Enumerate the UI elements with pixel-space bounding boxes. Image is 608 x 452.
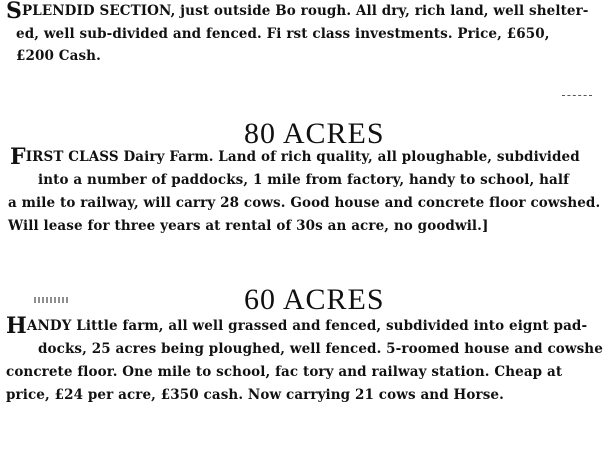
- ad-line: ed, well sub-divided and fenced. Fi rst class investments. Price, £650,: [16, 26, 550, 42]
- print-smudge: [34, 297, 70, 303]
- ad-heading: 60 ACRES: [244, 283, 385, 316]
- ad-line: £200 Cash.: [16, 48, 101, 64]
- ad-line: concrete floor. One mile to school, fac tory and railway station. Cheap at: [6, 364, 563, 380]
- ad-line: a mile to railway, will carry 28 cows. Good house and concrete floor cowshed.: [8, 195, 601, 211]
- drop-cap: S: [6, 0, 22, 24]
- drop-cap: F: [10, 144, 26, 170]
- ad-line: into a number of paddocks, 1 mile from factory, handy to school, half: [38, 172, 570, 188]
- ad-line: HANDY Little farm, all well grassed and fenced, subdivided into eignt pad-: [6, 313, 588, 339]
- drop-cap: H: [6, 313, 27, 339]
- ad-heading: 80 ACRES: [244, 117, 385, 150]
- divider: [562, 95, 592, 96]
- ad-line: Will lease for three years at rental of 30s an acre, no goodwil.]: [8, 218, 489, 234]
- ad-line: docks, 25 acres being ploughed, well fenced. 5-roomed house and cowshe: [38, 341, 603, 357]
- ad-line: price, £24 per acre, £350 cash. Now carrying 21 cows and Horse.: [6, 387, 504, 403]
- ad-line: SPLENDID SECTION, just outside Bo rough. All dry, rich land, well shelter-: [6, 0, 589, 24]
- ad-line: FIRST CLASS Dairy Farm. Land of rich quality, all ploughable, subdivided: [10, 144, 580, 170]
